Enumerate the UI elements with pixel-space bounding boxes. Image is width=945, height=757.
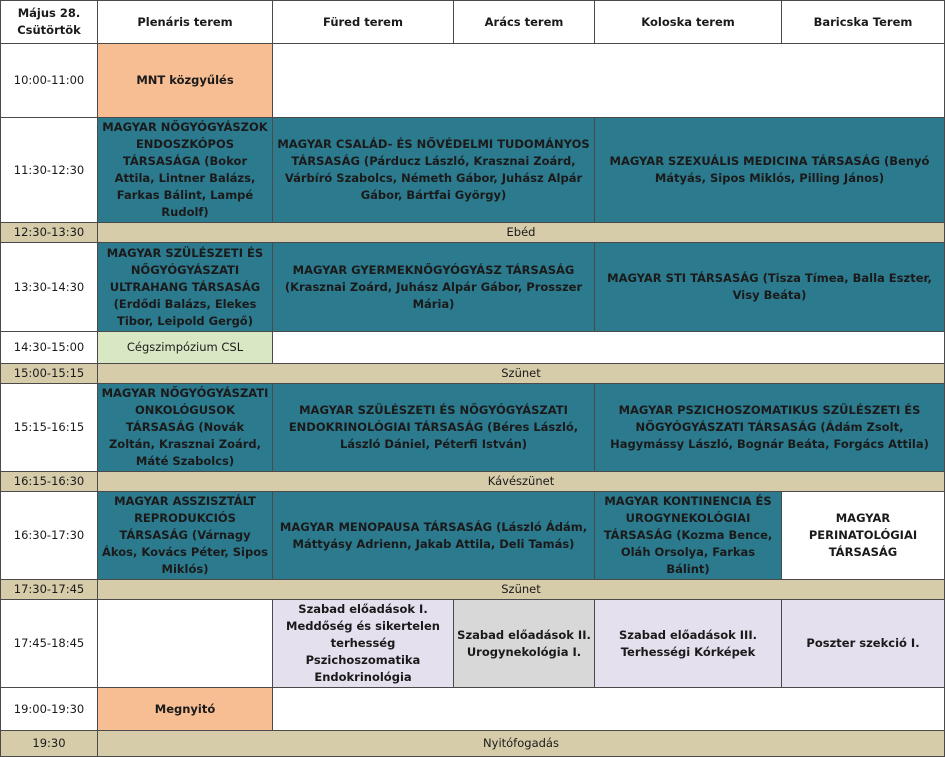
- room-header-plenaris: Plenáris terem: [98, 1, 273, 44]
- schedule-row-1745: [1, 600, 945, 688]
- break-label: Kávészünet: [98, 472, 945, 492]
- session-pszichoszomatikus: MAGYAR PSZICHOSZOMATIKUS SZÜLÉSZETI ÉS NŐGYÓGYÁSZATI TÁRSASÁG (Ádám Zsolt, Hagymássy László, Bognár Beáta, Forgács Attila): [595, 384, 945, 472]
- break-label: Szünet: [98, 364, 945, 384]
- room-header-koloska: Koloska terem: [595, 1, 782, 44]
- room-header-baricska: Baricska Terem: [782, 1, 945, 44]
- row-nyitofogadas: [1, 731, 945, 757]
- schedule-row-1330: [1, 243, 945, 332]
- session-megnyito: Megnyitó: [98, 688, 273, 731]
- session-gyermeknogyogyasz: MAGYAR GYERMEKNŐGYÓGYÁSZ TÁRSASÁG (Krasznai Zoárd, Juhász Alpár Gábor, Prosszer Mária): [273, 243, 595, 332]
- session-szabad-eloadasok-3: Szabad előadások III. Terhességi Kórképek: [595, 600, 782, 688]
- time-cell: 17:30-17:45: [1, 580, 98, 600]
- session-cegszimpozium: Cégszimpózium CSL: [98, 332, 273, 364]
- schedule-row-1430: [1, 332, 945, 364]
- session-sti: MAGYAR STI TÁRSASÁG (Tisza Tímea, Balla Eszter, Visy Beáta): [595, 243, 945, 332]
- reception-label: Nyitófogadás: [98, 731, 945, 757]
- time-cell: 17:45-18:45: [1, 600, 98, 688]
- date-label: Május 28.: [17, 6, 81, 20]
- schedule-row-1900: [1, 688, 945, 731]
- session-mnt-kozgyules: MNT közgyűlés: [98, 44, 273, 118]
- empty-cell: [273, 688, 945, 731]
- session-ultrahang: MAGYAR SZÜLÉSZETI ÉS NŐGYÓGYÁSZATI ULTRAHANG TÁRSASÁG (Erdődi Balázs, Elekes Tibor, Leipold Gergő): [98, 243, 273, 332]
- session-onkologusok: MAGYAR NŐGYÓGYÁSZATI ONKOLÓGUSOK TÁRSASÁG (Novák Zoltán, Krasznai Zoárd, Máté Szabolcs): [98, 384, 273, 472]
- empty-cell: [98, 600, 273, 688]
- session-szabad-eloadasok-2: Szabad előadások II. Urogynekológia I.: [454, 600, 595, 688]
- room-header-aracs: Arács terem: [454, 1, 595, 44]
- time-cell: 12:30-13:30: [1, 223, 98, 243]
- break-row-ebed: [1, 223, 945, 243]
- schedule-row-1000: [1, 44, 945, 118]
- time-cell: 19:00-19:30: [1, 688, 98, 731]
- header-row: [1, 1, 945, 44]
- break-label: Szünet: [98, 580, 945, 600]
- time-cell: 14:30-15:00: [1, 332, 98, 364]
- session-asszisztalt-reprodukcios: MAGYAR ASSZISZTÁLT REPRODUKCIÓS TÁRSASÁG (Várnagy Ákos, Kovács Péter, Sipos Miklós): [98, 492, 273, 580]
- date-header-cell: [1, 1, 98, 44]
- time-cell: 10:00-11:00: [1, 44, 98, 118]
- schedule-row-1515: [1, 384, 945, 472]
- time-cell: 11:30-12:30: [1, 118, 98, 223]
- break-label: Ebéd: [98, 223, 945, 243]
- session-szabad-eloadasok-1: Szabad előadások I. Meddőség és sikertelen terhesség Pszichoszomatika Endokrinológia: [273, 600, 454, 688]
- day-label: Csütörtök: [17, 23, 81, 37]
- time-cell: 19:30: [1, 731, 98, 757]
- session-csalad-novedelmi: MAGYAR CSALÁD- ÉS NŐVÉDELMI TUDOMÁNYOS TÁRSASÁG (Párducz László, Krasznai Zoárd, Várbíró Szabolcs, Németh Gábor, Juhász Alpár Gábor, Bártfai György): [273, 118, 595, 223]
- break-row-szunet-1: [1, 364, 945, 384]
- time-cell: 16:30-17:30: [1, 492, 98, 580]
- time-cell: 16:15-16:30: [1, 472, 98, 492]
- empty-cell: [273, 332, 945, 364]
- room-header-fured: Füred terem: [273, 1, 454, 44]
- break-row-szunet-2: [1, 580, 945, 600]
- time-cell: 13:30-14:30: [1, 243, 98, 332]
- session-menopausa: MAGYAR MENOPAUSA TÁRSASÁG (László Ádám, Máttyásy Adrienn, Jakab Attila, Deli Tamás): [273, 492, 595, 580]
- schedule-row-1630: [1, 492, 945, 580]
- schedule-row-1130: [1, 118, 945, 223]
- session-poszter-szekcio: Poszter szekció I.: [782, 600, 945, 688]
- session-endoszkopos: MAGYAR NŐGYÓGYÁSZOK ENDOSZKÓPOS TÁRSASÁGA (Bokor Attila, Lintner Balázs, Farkas Bálint, Lampé Rudolf): [98, 118, 273, 223]
- session-perinatologiai: MAGYAR PERINATOLÓGIAI TÁRSASÁG: [782, 492, 945, 580]
- session-kontinencia: MAGYAR KONTINENCIA ÉS UROGYNEKOLÓGIAI TÁRSASÁG (Kozma Bence, Oláh Orsolya, Farkas Bálint): [595, 492, 782, 580]
- session-endokrinologiai: MAGYAR SZÜLÉSZETI ÉS NŐGYÓGYÁSZATI ENDOKRINOLÓGIAI TÁRSASÁG (Béres László, László Dániel, Péterfi István): [273, 384, 595, 472]
- time-cell: 15:15-16:15: [1, 384, 98, 472]
- break-row-kaveszunet: [1, 472, 945, 492]
- empty-cell: [273, 44, 945, 118]
- time-cell: 15:00-15:15: [1, 364, 98, 384]
- session-szexualis-medicina: MAGYAR SZEXUÁLIS MEDICINA TÁRSASÁG (Benyó Mátyás, Sipos Miklós, Pilling János): [595, 118, 945, 223]
